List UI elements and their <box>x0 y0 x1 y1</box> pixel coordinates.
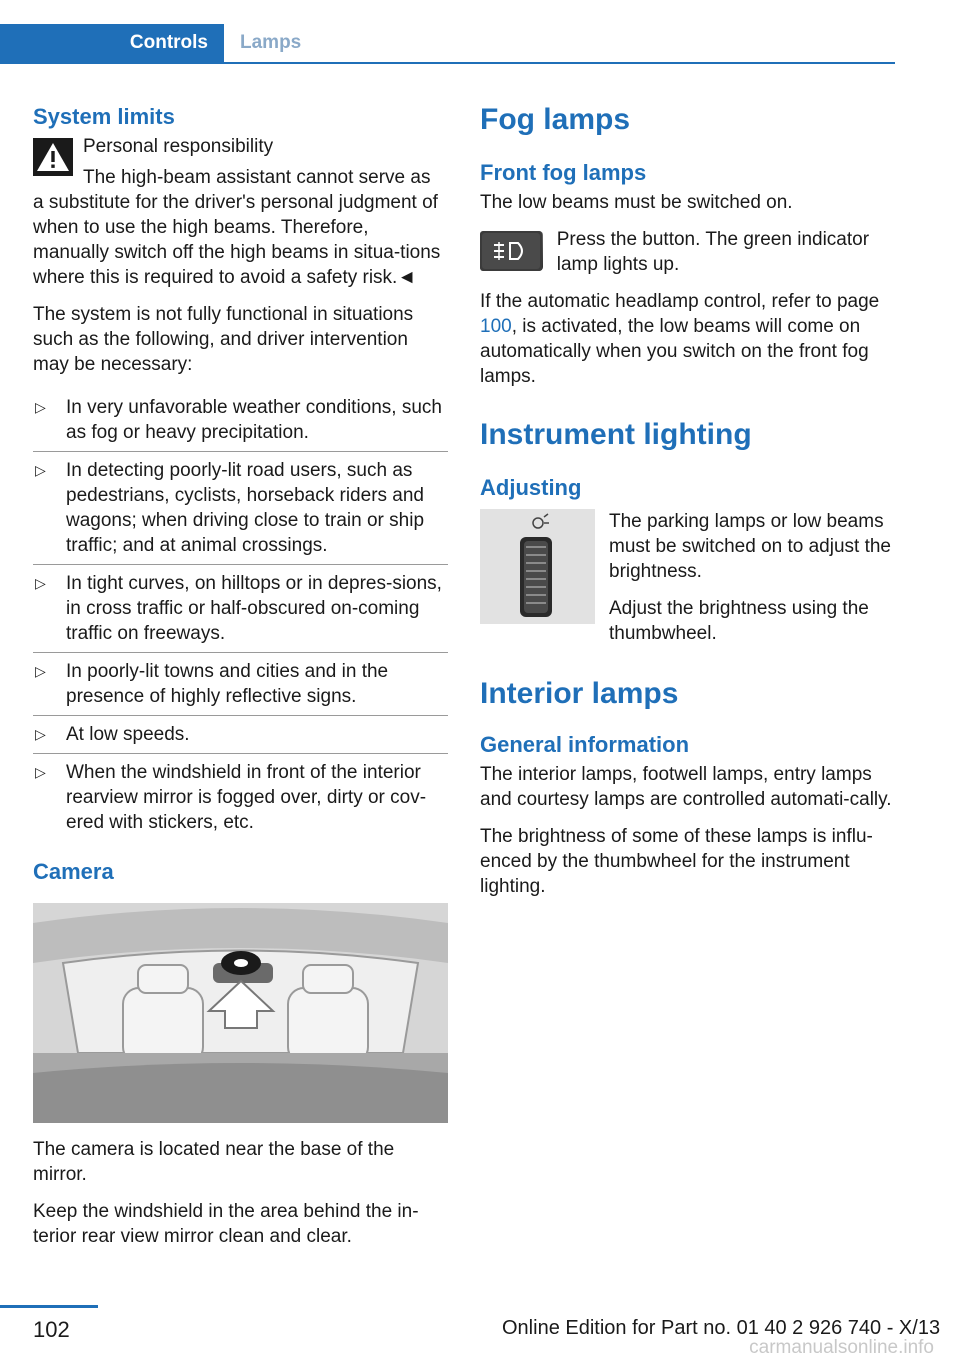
warning-block <box>33 134 448 290</box>
page-number: 102 <box>33 1317 70 1342</box>
thumbwheel-row <box>480 509 895 646</box>
auto-headlamp-text: If the automatic headlamp control, refer to page 100, is activated, the low beams will come on automatically when you switch on the front fog lamps. <box>480 291 880 387</box>
thumbwheel-icon <box>480 509 595 624</box>
interior-lamps-text: The interior lamps, footwell lamps, entry lamps and courtesy lamps are controlled automati-cally. <box>480 764 892 810</box>
system-limits-heading: System limits <box>33 104 175 129</box>
warning-text-first-line: The high-beam assistant cannot serve as <box>83 167 431 188</box>
system-limits-intro: The system is not fully functional in situations such as the following, and driver intervention may be necessary: <box>33 304 414 375</box>
list-item: ▷ In poorly-lit towns and cities and in the presence of highly reflective signs. <box>33 653 448 716</box>
watermark: carmanualsonline.info <box>749 1337 934 1358</box>
section-tab-lamps[interactable]: Lamps <box>240 32 302 53</box>
camera-clean-text: Keep the windshield in the area behind the in-terior rear view mirror clean and clear. <box>33 1201 419 1247</box>
right-column <box>480 100 895 911</box>
triangle-bullet-icon: ▷ <box>35 663 46 679</box>
general-information-heading: General information <box>480 732 690 757</box>
list-item: ▷ In detecting poorly-lit road users, such as pedestrians, cyclists, horseback riders and wagons; when driving close to train or ship traffic; and at animal crossings. <box>33 452 448 565</box>
warning-title: Personal responsibility <box>83 136 274 157</box>
camera-location-text: The camera is located near the base of the mirror. <box>33 1139 395 1185</box>
adjust-requirement: The parking lamps or low beams must be switched on to adjust the brightness. <box>609 511 891 582</box>
fog-lamps-heading: Fog lamps <box>480 103 631 136</box>
fog-button-row <box>480 227 895 277</box>
brightness-text: The brightness of some of these lamps is influ-enced by the thumbwheel for the instrument lighting. <box>480 826 873 897</box>
list-item: ▷ When the windshield in front of the interior rearview mirror is fogged over, dirty or cov-ered with stickers, etc. <box>35 762 427 833</box>
instrument-lighting-heading: Instrument lighting <box>480 418 752 451</box>
list-item: ▷ In tight curves, on hilltops or in depres-sions, in cross traffic or half-obscured on-coming traffic on freeways. <box>33 565 448 653</box>
adjusting-text-block <box>609 509 895 646</box>
warning-text: a substitute for the driver's personal judgment of when to use the high beams. Therefore, manually switch off the high beams in situa-tions where this is required to avoid a safety risk.◄ <box>33 192 441 288</box>
camera-heading: Camera <box>33 859 114 884</box>
fog-button-instructions: Press the button. The green indicator lamp lights up. <box>556 229 870 275</box>
triangle-bullet-icon: ▷ <box>35 764 46 780</box>
edition-footer: Online Edition for Part no. 01 40 2 926 740 - X/13 <box>502 1317 941 1339</box>
thumbwheel-image <box>480 509 595 624</box>
triangle-bullet-icon: ▷ <box>35 575 46 591</box>
triangle-bullet-icon: ▷ <box>35 726 46 742</box>
front-fog-requirement: The low beams must be switched on. <box>480 192 793 213</box>
interior-lamps-heading: Interior lamps <box>480 677 679 710</box>
left-column <box>33 100 448 1261</box>
car-interior-illustration <box>33 903 448 1123</box>
footer-accent-line <box>0 1305 98 1308</box>
triangle-bullet-icon: ▷ <box>35 399 46 415</box>
page-reference-link[interactable]: 100 <box>480 316 512 337</box>
list-item: ▷ At low speeds. <box>33 716 448 754</box>
fog-lamp-button-image <box>480 231 543 271</box>
fog-lamp-icon <box>480 231 542 271</box>
adjust-instruction: Adjust the brightness using the thumbwheel. <box>609 598 869 644</box>
list-item: ▷ In very unfavorable weather conditions, such as fog or heavy precipitation. <box>33 389 448 452</box>
warning-triangle-icon <box>33 138 73 176</box>
section-tab-controls[interactable]: Controls <box>0 24 224 62</box>
adjusting-heading: Adjusting <box>480 475 582 500</box>
page-header <box>0 0 895 64</box>
limits-list <box>33 389 448 841</box>
front-fog-lamps-heading: Front fog lamps <box>480 160 647 185</box>
camera-location-image <box>33 903 448 1123</box>
triangle-bullet-icon: ▷ <box>35 462 46 478</box>
